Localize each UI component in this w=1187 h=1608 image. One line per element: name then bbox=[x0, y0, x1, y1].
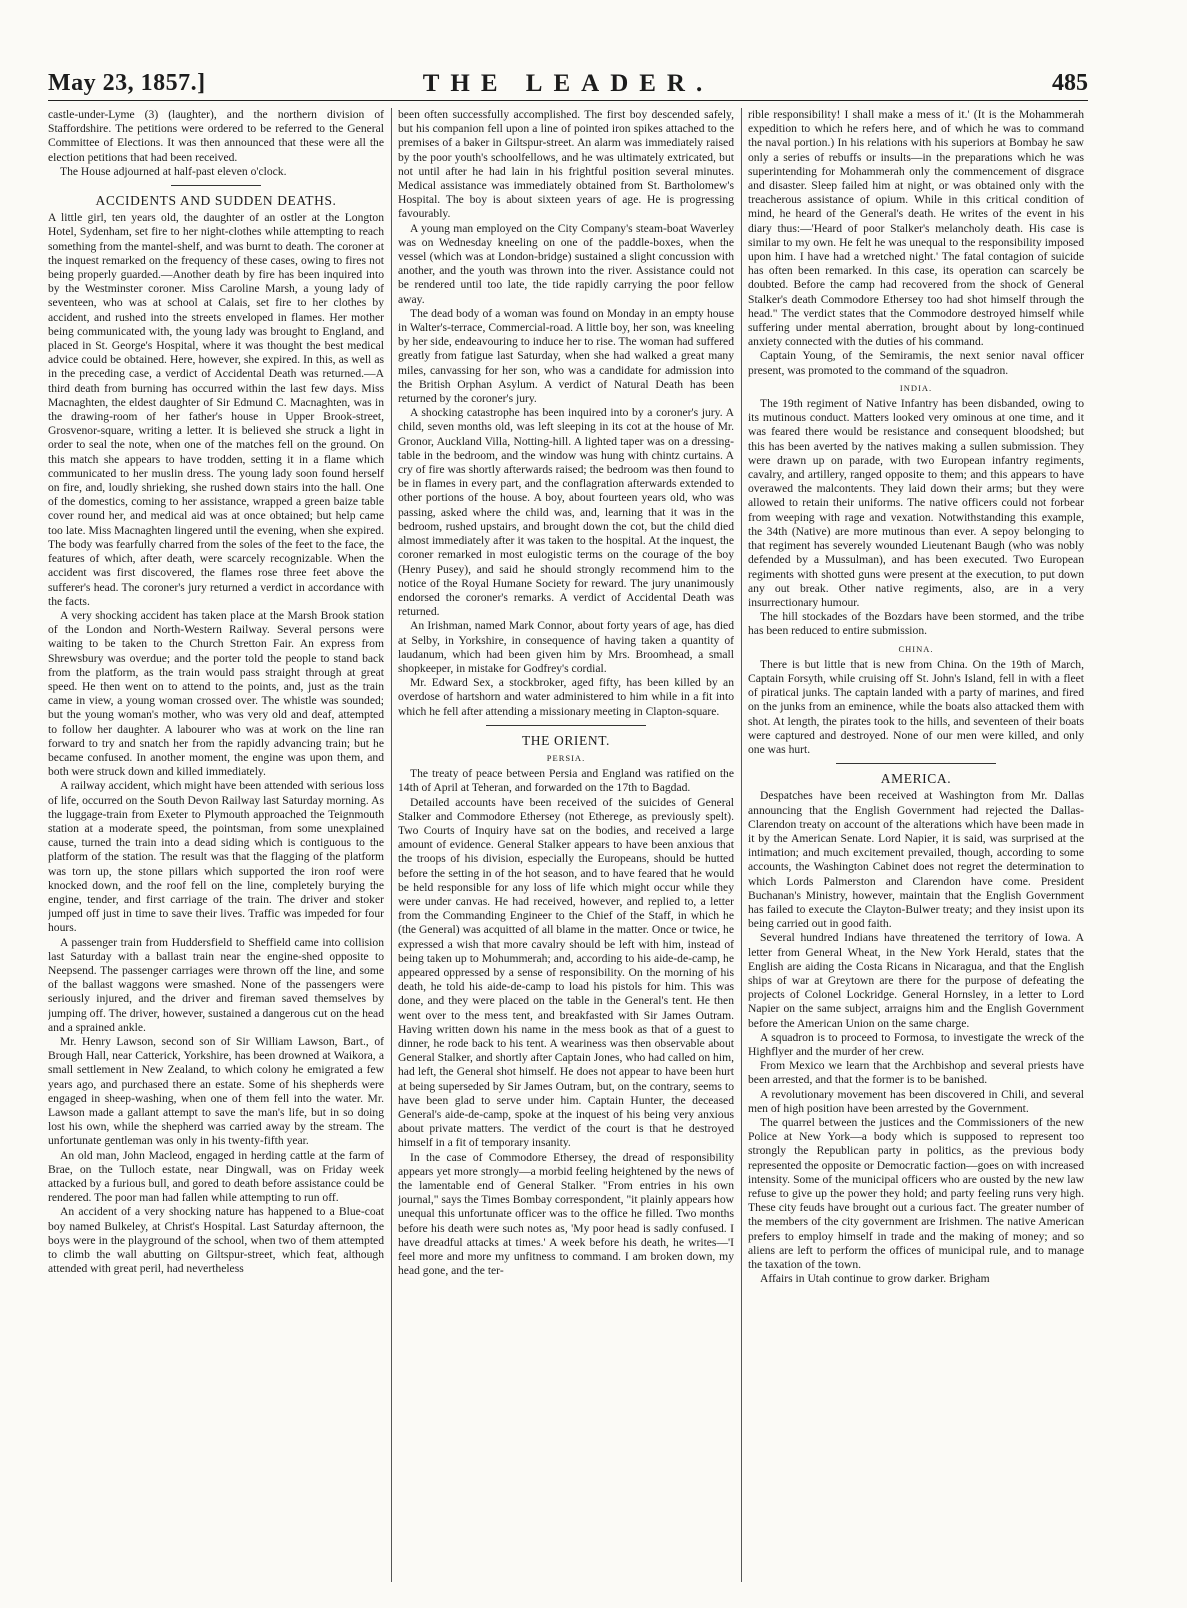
paragraph: An Irishman, named Mark Connor, about forty years of age, has died at Selby, in Yorkshire, in consequence of having taken a quantity of laudanum, which had been given him by Mrs. Broomhead, a small shopkeeper, in mistake for Godfrey's cordial. bbox=[398, 619, 734, 675]
paragraph: There is but little that is new from China. On the 19th of March, Captain Forsyth, while cruising off St. John's Island, fell in with a fleet of piratical junks. The captain landed with a party of marines, and fired on the junks from an eminence, while the boats also attacked them with shot. At length, the pirates took to the hills, and seventeen of their boats were captured and destroyed. None of our men were killed, and only one was hurt. bbox=[748, 657, 1084, 756]
column-2 bbox=[398, 108, 734, 1582]
page-number: 485 bbox=[1052, 70, 1088, 96]
paragraph: been often successfully accomplished. The first boy descended safely, but his companion fell upon a line of pointed iron spikes attached to the premises of a baker in Giltspur-street. An alarm was immediately raised by the poor youth's schoolfellows, and he was ultimately extricated, but not until after he had lain in his frightful position several minutes. Medical assistance was immediately obtained from St. Bartholomew's Hospital. The boy is about sixteen years of age. He is progressing favourably. bbox=[398, 108, 734, 221]
paragraph: Mr. Henry Lawson, second son of Sir William Lawson, Bart., of Brough Hall, near Catterick, Yorkshire, has been drowned at Waikora, a small settlement in New Zealand, to which colony he emigrated a few years ago, and purchased there an estate. Some of his shepherds were engaged in sheep-washing, when one of them fell into the water. Mr. Lawson made a gallant attempt to save the man's life, but in so doing lost his own, while the shepherd was carried away by the stream. The unfortunate gentleman was only in his twenty-fifth year. bbox=[48, 1035, 384, 1148]
paragraph: A young man employed on the City Company's steam-boat Waverley was on Wednesday kneeling on one of the paddle-boxes, when the vessel (which was at London-bridge) sustained a slight concussion with another, and the youth was thrown into the river. Assistance could not be rendered until too late, the tide rapidly carrying the poor fellow away. bbox=[398, 221, 734, 306]
subheading-persia: PERSIA. bbox=[546, 752, 586, 763]
masthead bbox=[48, 70, 1088, 102]
subheading-china: CHINA. bbox=[898, 643, 934, 654]
paragraph: A very shocking accident has taken place at the Marsh Brook station of the London and North-Western Railway. Several persons were waiting to be taken to the Church Stretton Fair. An express from Shrewsbury was overdue; and the porter told the people to stand back from the platform, as the train would pass straight through at great speed. He then went on to attend to the points, and, just as the train came in view, a young woman crossed over. The whistle was sounded; but the young woman's mother, who was very old and deaf, attempted to follow her daughter. A labourer who was at work on the line ran forward to try and snatch her from the rapidly advancing train; but he became confused. In another moment, the engine was upon them, and both were struck down and killed immediately. bbox=[48, 608, 384, 779]
paragraph: From Mexico we learn that the Archbishop and several priests have been arrested, and that the former is to be banished. bbox=[748, 1059, 1084, 1087]
paragraph: Detailed accounts have been received of the suicides of General Stalker and Commodore Ethersey (not Etherege, as previously spelt). Two Courts of Inquiry have sat on the bodies, and received a large amount of evidence. General Stalker appears to have been anxious that the troops of his division, especially the Europeans, should be hutted before the setting in of the hot season, and to have feared that he would be held responsible for any loss of life which might occur while they were under canvas. He had received, however, and replied to, a letter from the Commanding Engineer to the Chief of the Staff, in which he (the General) was acquitted of all blame in the matter. Once or twice, he expressed a wish that more cavalry should be left with him, instead of being taken up to Mohummerah; and, according to his aide-de-camp, he appeared oppressed by a sense of responsibility. On the morning of his death, he told his aide-de-camp to load his pistols for him. This was done, and they were placed on the table in the General's tent. He then went over to the mess tent, and breakfasted with Sir James Outram. Having written down his name in the mess book as that of a guest to dinner, he rode back to his tent. A weariness was then observable about General Stalker, and shortly after Captain Jones, who had called on him, had left, the General shot himself. He does not appear to have been hurt at being superseded by Sir James Outram, but, on the contrary, seems to have been glad to serve under him. Captain Hunter, the deceased General's aide-de-camp, spoke at the inquest of his being very anxious about private matters. The verdict of the court is that he destroyed himself in a fit of temporary insanity. bbox=[398, 795, 734, 1150]
section-rule bbox=[836, 763, 996, 764]
paragraph: An accident of a very shocking nature has happened to a Blue-coat boy named Bulkeley, at Christ's Hospital. Last Saturday afternoon, the boys were in the playground of the school, when two of them attempted to climb the wall abutting on Giltspur-street, which feat, although attended with great peril, had nevertheless bbox=[48, 1205, 384, 1276]
paragraph: A squadron is to proceed to Formosa, to investigate the wreck of the Highflyer and the murder of her crew. bbox=[748, 1030, 1084, 1058]
paragraph: The quarrel between the justices and the Commissioners of the new Police at New York—a body which is supposed to represent too strongly the Republican party in politics, as the previous body represented the opposite or Democratic faction—goes on with increased intensity. Some of the municipal officers who are ousted by the new law refuse to give up the power they hold; and party feeling runs very high. These city feuds have brought out a curious fact. The greater number of the members of the city government are Irishmen. The native American prefers to employ himself in trade and the making of money; and so aliens are left to perform the offices of municipal rule, and to manage the taxation of the town. bbox=[748, 1116, 1084, 1272]
column-1 bbox=[48, 108, 384, 1582]
section-heading-america: AMERICA. bbox=[880, 771, 952, 787]
section-heading-orient: THE ORIENT. bbox=[521, 732, 611, 748]
paragraph: An old man, John Macleod, engaged in herding cattle at the farm of Brae, on the Tulloch estate, near Dingwall, was on Friday week attacked by a furious bull, and gored to death before assistance could be rendered. The poor man had fallen while attempting to run off. bbox=[48, 1148, 384, 1205]
paragraph: The dead body of a woman was found on Monday in an empty house in Walter's-terrace, Commercial-road. A little boy, her son, was kneeling by her side, endeavouring to induce her to rise. The woman had suffered greatly from fatigue last Saturday, when she had walked a great many miles, canvassing for her son, who was a candidate for admission into the British Orphan Asylum. A verdict of Natural Death has been returned by the coroner's jury. bbox=[398, 306, 734, 406]
paragraph: Captain Young, of the Semiramis, the next senior naval officer present, was promoted to the command of the squadron. bbox=[748, 349, 1084, 377]
paragraph: The treaty of peace between Persia and England was ratified on the 14th of April at Teheran, and forwarded on the 17th to Bagdad. bbox=[398, 767, 734, 795]
paragraph: Affairs in Utah continue to grow darker. Brigham bbox=[760, 1272, 990, 1286]
column-divider bbox=[741, 108, 742, 1582]
paragraph: castle-under-Lyme (3) (laughter), and the northern division of Staffordshire. The petitions were ordered to be referred to the General Committee of Elections. It was then announced that these were all the election petitions that had been received. bbox=[48, 108, 384, 164]
paragraph: The hill stockades of the Bozdars have been stormed, and the tribe has been reduced to entire submission. bbox=[748, 610, 1084, 638]
paragraph: A revolutionary movement has been discovered in Chili, and several men of high position have been arrested by the Government. bbox=[748, 1087, 1084, 1115]
section-heading-accidents: ACCIDENTS AND SUDDEN DEATHS. bbox=[95, 193, 337, 209]
paragraph: Despatches have been received at Washington from Mr. Dallas announcing that the English Government had rejected the Dallas-Clarendon treaty on account of the alterations which have been made in it by the American Senate. Lord Napier, it is said, was surprised at the intimation; and much excitement prevailed, though, according to some accounts, the Washington Cabinet does not regret the determination to which Lords Palmerston and Clarendon have come. President Buchanan's Ministry, however, maintain that the English Government has failed to execute the Clayton-Bulwer treaty; and they insist upon its being carried out in good faith. bbox=[748, 789, 1084, 931]
paragraph: A passenger train from Huddersfield to Sheffield came into collision last Saturday with a ballast train near the engine-shed opposite to Neepsend. The passenger carriages were thrown off the line, and some of the ballast waggons were smashed. None of the passengers were seriously injured, and the driver and fireman saved themselves by jumping off. The driver, however, sustained a dangerous cut on the head and a sprained ankle. bbox=[48, 935, 384, 1034]
section-rule bbox=[171, 185, 261, 186]
paragraph: Several hundred Indians have threatened the territory of Iowa. A letter from General Wheat, in the New York Herald, states that the English are aiding the Costa Ricans in Nicaragua, and that the English ships of war at Greytown are there for the purpose of defeating the projects of Colonel Lockridge. General Hornsley, in a letter to Lord Napier on the same subject, arraigns him and the English Government before the American Union on the same charge. bbox=[748, 931, 1084, 1030]
header-rule bbox=[48, 100, 1088, 101]
column-3 bbox=[748, 108, 1084, 1582]
section-rule bbox=[486, 725, 646, 726]
paragraph: Mr. Edward Sex, a stockbroker, aged fifty, has been killed by an overdose of hartshorn and water administered to him while in a fit into which he fell after attending a missionary meeting in Clapton-square. bbox=[398, 676, 734, 718]
paragraph: A shocking catastrophe has been inquired into by a coroner's jury. A child, seven months old, was left sleeping in its cot at the house of Mr. Gronor, Auckland Villa, Notting-hill. A lighted taper was on a dressing-table in the bedroom, and the window was hung with chintz curtains. A cry of fire was shortly afterwards raised; the bedroom was then found to be in flames in every part, and the conflagration afterwards extended to other portions of the house. A boy, about fourteen years old, who was passing, asked where the child was, and, learning that it was in the bedroom, rushed upstairs, and brought down the cot, but the child died almost immediately after it was taken to the hospital. At the inquest, the coroner remarked in most eulogistic terms on the courage of the boy (Henry Pusey), and said he should strongly recommend him to the notice of the Royal Humane Society for reward. The jury unanimously endorsed the coroner's remarks. A verdict of Accidental Death was returned. bbox=[398, 406, 734, 619]
paragraph: The House adjourned at half-past eleven o'clock. bbox=[60, 164, 287, 178]
subheading-india: INDIA. bbox=[899, 382, 933, 393]
paragraph: A little girl, ten years old, the daughter of an ostler at the Longton Hotel, Sydenham, set fire to her night-clothes while attempting to reach something from the mantel-shelf, and was burnt to death. The coroner at the inquest remarked on the frequency of these cases, owing to fires not being properly guarded.—Another death by fire has been inquired into by the Westminster coroner. Miss Caroline Marsh, a young lady of seventeen, who was at school at Calais, set fire to her clothes by accident, and rushed into the streets enveloped in flames. Her mother being communicated with, the young lady was brought to England, and placed in St. George's Hospital, where it was thought the best medical advice could be obtained. Here, however, she expired. In this, as well as in the preceding case, a verdict of Accidental Death was returned.—A third death from burning has occurred within the last few days. Miss Macnaghten, the eldest daughter of Sir Edmund C. Macnaghten, was in the drawing-room of her father's house in Upper Brook-street, Grosvenor-square, writing a letter. It is believed she struck a light in order to seal the note, when one of the matches fell on the ground. On this match she appears to have trodden, setting it in a flame which communicated to her muslin dress. The young lady soon found herself on fire, and, loudly shrieking, she rushed down stairs into the hall. One of the domestics, coming to her assistance, wrapped a green baize table cover round her, and medical aid was at once obtained; but help came too late. Miss Macnaghten lingered until the evening, when she expired. The body was fearfully charred from the soles of the feet to the face, the features of which, after death, were scarcely recognizable. When the accident was first discovered, the flames rose three feet above the sufferer's head. The coroner's jury returned a verdict in accordance with the facts. bbox=[48, 211, 384, 608]
issue-date: May 23, 1857.] bbox=[48, 70, 206, 96]
paragraph: A railway accident, which might have been attended with serious loss of life, occurred on the South Devon Railway last Saturday morning. As the luggage-train from Exeter to Plymouth approached the Teignmouth station at a moderate speed, the pointsman, from some unexplained cause, turned the train into a dead siding which is contiguous to the platform of the station. The result was that the flagging of the platform was torn up, the stone pillars which supported the iron roof were knocked down, and the roof fell on the line, completely burying the engine, tender, and first carriage of the train. The driver and stoker jumped off just in time to save their lives. Traffic was impeded for four hours. bbox=[48, 779, 384, 935]
paragraph: The 19th regiment of Native Infantry has been disbanded, owing to its mutinous conduct. Matters looked very ominous at one time, and it was feared there would be resistance and consequent bloodshed; but this has been averted by the natives making a sullen submission. They were drawn up on parade, with two European infantry regiments, cavalry, and artillery, ranged opposite to them; and this appears to have overawed the malcontents. They laid down their arms; but they were allowed to retain their uniforms. The native officers could not forbear from weeping with rage and vexation. Notwithstanding this example, the 34th (Native) are more mutinous than ever. A sepoy belonging to that regiment has severely wounded Lieutenant Baugh (who was nobly defended by a Mussulman), and has been executed. Two European regiments with shotted guns were present at the execution, to put down any out break. Other native regiments, also, are in a very insurrectionary humour. bbox=[748, 397, 1084, 609]
column-divider bbox=[391, 108, 392, 1582]
newspaper-title: THE LEADER. bbox=[422, 70, 714, 97]
paragraph: In the case of Commodore Ethersey, the dread of responsibility appears yet more strongly—a morbid feeling heightened by the news of the lamentable end of General Stalker. "From entries in his own journal," says the Times Bombay correspondent, "it plainly appears how unequal this unfortunate officer was to the office he filled. Two months before his death were such notes as, 'My poor head is sadly confused. I have dreadful attacks at times.' A week before his death, he writes—'I feel more and more my unfitness to command. I am broken down, my head gone, and the ter- bbox=[398, 1150, 734, 1278]
paragraph: rible responsibility! I shall make a mess of it.' (It is the Mohammerah expedition to which he refers here, and of which he was to command the naval portion.) In his relations with his superiors at Bombay he saw only a series of rebuffs or insults—in the preparations which he was superintending for Mohammerah only the commencement of disgrace and disaster. Sleep failed him at night, or was obtained only with the treacherous assistance of opium. While in this critical condition of mind, he heard of the General's death. He writes of the event in his diary thus:—'Heard of poor Stalker's melancholy death. His case is similar to my own. He felt he was unequal to the responsibility imposed upon him. I have had a wretched night.' The fatal contagion of suicide has often been remarked. In this case, its operation can scarcely be doubted. Before the camp had recovered from the shock of General Stalker's death Commodore Ethersey too had shot himself through the head." The verdict states that the Commodore destroyed himself while suffering under mental aberration, brought about by long-continued anxiety connected with the duties of his command. bbox=[748, 108, 1084, 349]
